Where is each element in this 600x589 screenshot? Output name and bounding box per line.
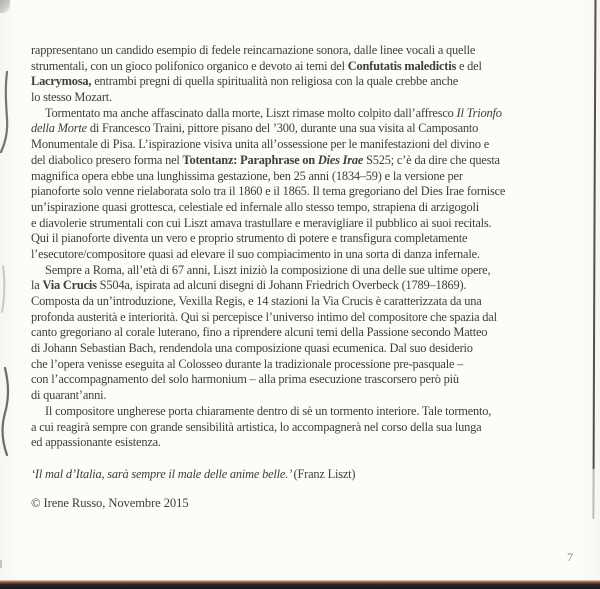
quote-line [31, 466, 355, 482]
text-segment: di Francesco Traini, pittore pisano del ’300, durante una sua visita al Camposanto [86, 121, 479, 136]
text-segment: la [31, 278, 43, 293]
text-line [31, 90, 589, 106]
text-line [31, 137, 589, 153]
text-segment: Lacrymosa, [31, 74, 92, 89]
copyright-line: © Irene Russo, Novembre 2015 [31, 496, 189, 510]
text-line [31, 231, 589, 247]
text-segment: S504a, ispirata ad alcuni disegni di Johann Friedrich Overbeck (1789–1869). [96, 278, 467, 293]
text-line [31, 357, 589, 373]
text-segment: pianoforte solo venne rielaborata solo tra il 1860 e il 1865. Il tema gregoriano del Dies Irae fornisce [31, 184, 506, 199]
text-segment: del diabolico presero forma nel [31, 152, 183, 167]
text-line [31, 121, 589, 137]
text-line [31, 106, 589, 122]
scanner-edge-bar [0, 580, 600, 589]
text-segment: Dies Irae [317, 152, 364, 167]
text-segment: Confutatis maledictis [347, 58, 457, 73]
page-edge-line [588, 0, 600, 589]
page-number: 7 [567, 550, 573, 564]
text-line [31, 184, 589, 200]
edge-notch [0, 560, 2, 568]
text-segment: e del [456, 58, 482, 73]
binding-shadow-icon [2, 266, 4, 312]
text-line [31, 59, 589, 75]
text-segment: Il compositore ungherese porta chiaramente dentro di sè un tormento interiore. Tale tormento, [45, 403, 492, 418]
text-block [31, 43, 589, 451]
text-line [31, 435, 589, 451]
text-segment: ‘Il mal d’Italia, sarà sempre il male delle anime belle.’ [31, 467, 294, 481]
text-segment: Qui il pianoforte diventa un vero e proprio strumento di potere e transfigura completamente [31, 231, 468, 246]
text-line [31, 294, 589, 310]
text-segment: l’esecutore/compositore quasi ad elevare il suo compiacimento in una sorta di danza infernale. [31, 246, 480, 261]
text-segment: lo stesso Mozart. [31, 90, 112, 105]
text-segment: Monumentale di Pisa. L’ispirazione visiva unita all’ossessione per le manifestazioni del divino e [31, 137, 490, 152]
binding-shadow-icon [3, 368, 8, 455]
text-line [31, 278, 589, 294]
page-edge-stroke [594, 0, 596, 468]
text-segment: un’ispirazione quasi grottesca, celestiale ed infernale allo stesso tempo, strapiena di arzigogoli [31, 199, 479, 214]
text-segment: di quarant’anni. [31, 388, 107, 403]
text-line [31, 200, 589, 216]
text-line [31, 43, 589, 59]
text-line [31, 388, 589, 404]
text-segment: strumentali, con un gioco polifonico organico e devoto ai temi del [31, 58, 348, 73]
text-segment: canto gregoriano al corale luterano, fino a riprendere alcuni temi della Passione secondo Matteo [31, 325, 488, 340]
text-segment: magnifica opera ebbe una lunghissima gestazione, ben 25 anni (1834–59) e la versione per [31, 168, 463, 183]
text-segment: Tormentato ma anche affascinato dalla morte, Liszt rimase molto colpito dall’affresco [45, 105, 457, 120]
text-line [31, 310, 589, 326]
text-segment: della Morte [31, 121, 87, 136]
text-segment: Il Trionfo [456, 105, 502, 120]
text-line [31, 247, 589, 263]
text-segment: entrambi pregni di quella spiritualità non religiosa con la quale crebbe anche [91, 74, 459, 89]
text-segment: rappresentano un candido esempio di fedele reincarnazione sonora, dalle linee vocali a quelle [31, 43, 476, 57]
text-line [31, 341, 589, 357]
text-segment: Totentanz: Paraphrase on [182, 152, 318, 167]
text-segment: Sempre a Roma, all’età di 67 anni, Liszt iniziò la composizione di una delle sue ultime opere, [45, 262, 491, 277]
text-line [31, 325, 589, 341]
text-segment: a cui reagirà sempre con grande sensibilità artistica, lo accompagnerà nel corso della sua lunga [31, 419, 482, 434]
binding-shadow-icon [1, 72, 7, 152]
text-line [31, 169, 589, 185]
text-segment: di Johann Sebastian Bach, rendendola una composizione quasi ecumenica. Dal suo desiderio [31, 341, 473, 356]
text-segment: Via Crucis [42, 278, 97, 293]
text-segment: ed appassionante esistenza. [31, 435, 161, 450]
text-line [31, 420, 589, 436]
text-line [31, 263, 589, 279]
binding-shadow-marks [0, 0, 18, 589]
text-line [31, 153, 589, 169]
text-line [31, 404, 589, 420]
text-segment: S525; c’è da dire che questa [363, 152, 500, 167]
text-line [31, 74, 589, 90]
text-segment: Composta da un’introduzione, Vexilla Regis, e 14 stazioni la Via Crucis è caratterizzata da una [31, 294, 482, 308]
text-line [31, 372, 589, 388]
text-segment: che l’opera venisse eseguita al Colosseo durante la tradizionale processione pre-pasquale – [31, 356, 464, 371]
text-segment: con l’accompagnamento del solo harmonium – alla prima esecuzione trascorsero però più [31, 372, 459, 387]
text-segment: (Franz Liszt) [293, 467, 356, 481]
text-line [31, 216, 589, 232]
text-segment: e diavolerie strumentali con cui Liszt amava trastullare e meravigliare il pubblico ai suoi recitals. [31, 215, 492, 230]
text-segment: profonda austerità e interiorità. Qui si percepisce l’universo intimo del compositore che spazia dal [31, 309, 497, 324]
